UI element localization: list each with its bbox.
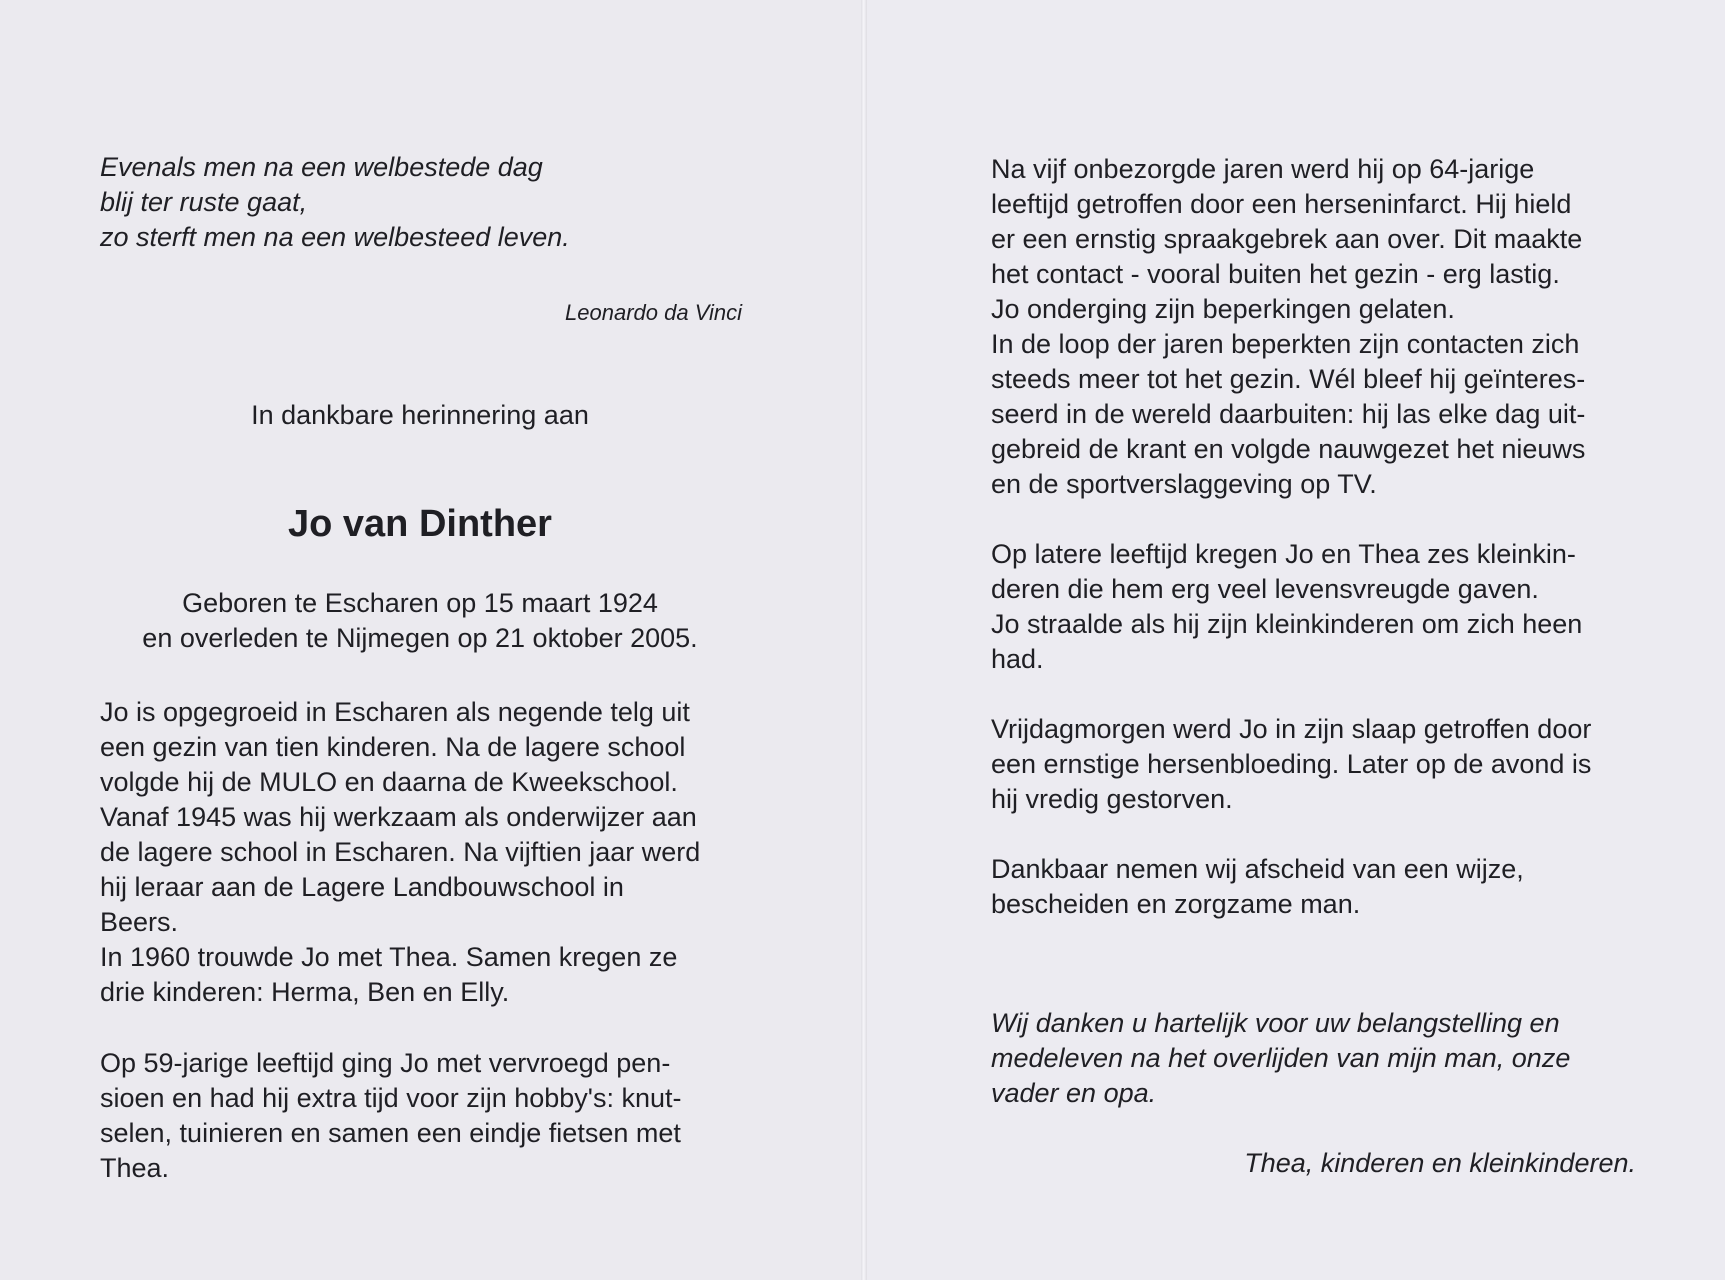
text-line: Dankbaar nemen wij afscheid van een wijze, [991, 854, 1524, 884]
text-line: en de sportverslaggeving op TV. [991, 469, 1377, 499]
text-line: leeftijd getroffen door een herseninfarct. Hij hield [991, 189, 1572, 219]
text-line: er een ernstig spraakgebrek aan over. Dit maakte [991, 224, 1583, 254]
text-line: vader en opa. [991, 1078, 1157, 1108]
quote-line: blij ter ruste gaat, [100, 187, 308, 217]
text-line: bescheiden en zorgzame man. [991, 889, 1361, 919]
text-line: Op latere leeftijd kregen Jo en Thea zes kleinkin- [991, 539, 1576, 569]
quote-attribution: Leonardo da Vinci [565, 300, 742, 325]
text-line: deren die hem erg veel levensvreugde gaven. [991, 574, 1539, 604]
text-line: seerd in de wereld daarbuiten: hij las elke dag uit- [991, 399, 1586, 429]
text-line: gebreid de krant en volgde nauwgezet het nieuws [991, 434, 1586, 464]
signature: Thea, kinderen en kleinkinderen. [1244, 1148, 1636, 1178]
right-paragraph-1 [991, 152, 1633, 502]
biography-paragraph-1 [100, 695, 742, 1010]
quote-line: Evenals men na een welbestede dag [100, 152, 543, 182]
text-line: had. [991, 644, 1044, 674]
quote-line: zo sterft men na een welbesteed leven. [100, 222, 570, 252]
text-line: medeleven na het overlijden van mijn man, onze [991, 1043, 1571, 1073]
text-line: Beers. [100, 907, 179, 937]
text-line: een gezin van tien kinderen. Na de lagere school [100, 732, 686, 762]
text-line: Vrijdagmorgen werd Jo in zijn slaap getroffen door [991, 714, 1592, 744]
text-line: volgde hij de MULO en daarna de Kweekschool. [100, 767, 678, 797]
birth-line: Geboren te Escharen op 15 maart 1924 [182, 588, 658, 618]
text-line: hij vredig gestorven. [991, 784, 1233, 814]
text-line: hij leraar aan de Lagere Landbouwschool in [100, 872, 624, 902]
text-line: de lagere school in Escharen. Na vijftien jaar werd [100, 837, 701, 867]
quote [100, 150, 740, 255]
deceased-name: Jo van Dinther [288, 503, 552, 545]
text-line: drie kinderen: Herma, Ben en Elly. [100, 977, 510, 1007]
biography-paragraph-2 [100, 1046, 742, 1186]
text-line: een ernstige hersenbloeding. Later op de avond is [991, 749, 1592, 779]
text-line: Jo is opgegroeid in Escharen als negende telg uit [100, 697, 690, 727]
text-line: Thea. [100, 1153, 170, 1183]
life-dates [100, 586, 740, 656]
text-line: In 1960 trouwde Jo met Thea. Samen kregen ze [100, 942, 678, 972]
memory-heading: In dankbare herinnering aan [251, 400, 589, 430]
text-line: Vanaf 1945 was hij werkzaam als onderwijzer aan [100, 802, 697, 832]
text-line: selen, tuinieren en samen een eindje fietsen met [100, 1118, 681, 1148]
death-line: en overleden te Nijmegen op 21 oktober 2005. [142, 623, 698, 653]
text-line: In de loop der jaren beperkten zijn contacten zich [991, 329, 1580, 359]
text-line: Jo straalde als hij zijn kleinkinderen om zich heen [991, 609, 1583, 639]
text-line: Jo onderging zijn beperkingen gelaten. [991, 294, 1455, 324]
right-paragraph-4 [991, 852, 1633, 922]
right-paragraph-3 [991, 712, 1633, 817]
text-line: het contact - vooral buiten het gezin - erg lastig. [991, 259, 1560, 289]
right-paragraph-2 [991, 537, 1633, 677]
text-line: Wij danken u hartelijk voor uw belangstelling en [991, 1008, 1560, 1038]
text-line: Na vijf onbezorgde jaren werd hij op 64-jarige [991, 154, 1535, 184]
text-line: sioen en had hij extra tijd voor zijn hobby's: knut- [100, 1083, 682, 1113]
text-line: Op 59-jarige leeftijd ging Jo met vervroegd pen- [100, 1048, 671, 1078]
thanks-note [991, 1006, 1636, 1111]
text-line: steeds meer tot het gezin. Wél bleef hij geïnteres- [991, 364, 1586, 394]
